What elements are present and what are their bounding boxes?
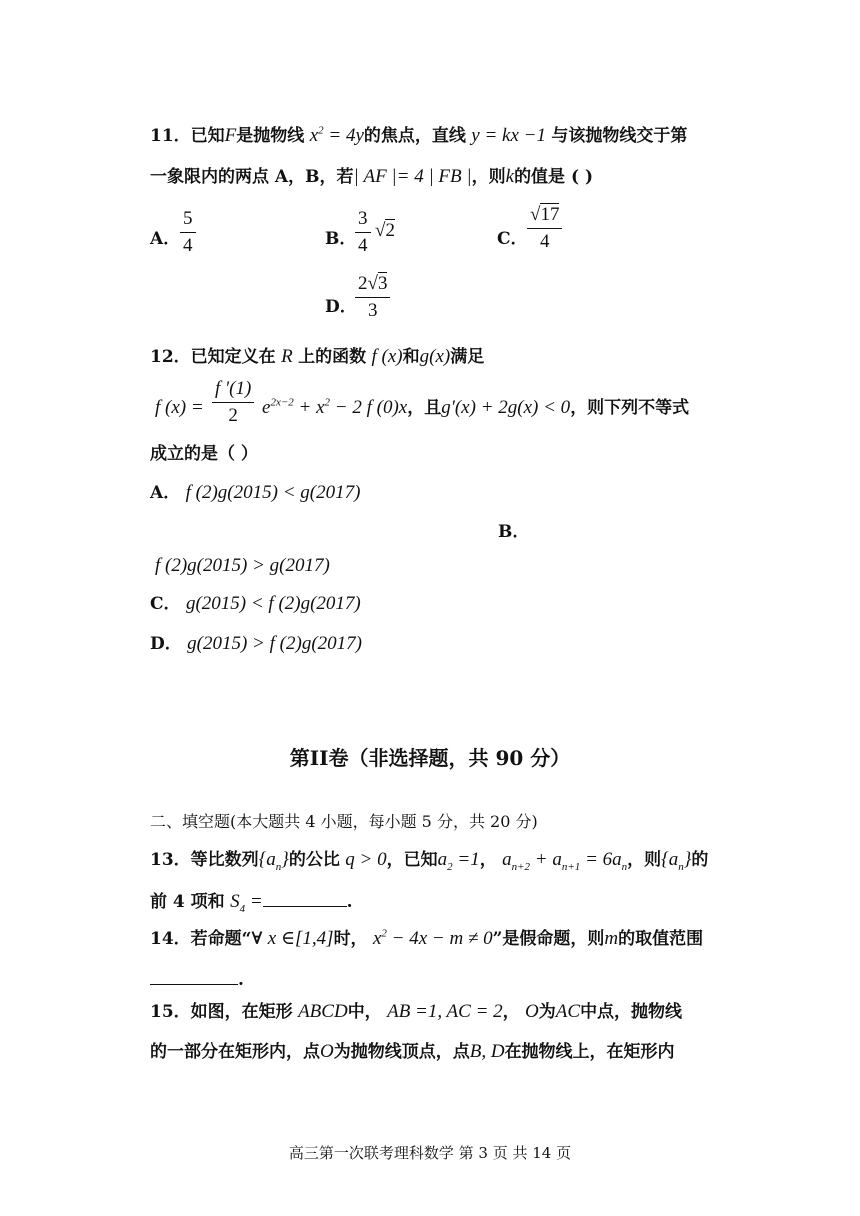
- section-title: 第II卷（非选择题，共 90 分）: [289, 746, 571, 770]
- fraction-denominator: 4: [358, 235, 368, 256]
- q12-text: 上的函数: [298, 347, 367, 367]
- q15-var-o: O: [525, 1001, 539, 1022]
- q11-option-a-label: A．: [150, 229, 181, 249]
- q11-line-eq: y = kx −1: [471, 125, 546, 146]
- fraction-bar: [527, 228, 562, 229]
- q15-ac: AC: [555, 1001, 581, 1022]
- q12-var-r: R: [281, 346, 293, 367]
- q12-text: 满足: [450, 347, 485, 367]
- q15-text: 中，: [347, 1002, 382, 1022]
- q13-text: ，已知: [386, 850, 438, 870]
- q14-text: 时，: [333, 929, 368, 949]
- q11-line1: [150, 124, 687, 148]
- q14-line2: [150, 966, 244, 992]
- q12-text: 已知定义在: [190, 347, 276, 367]
- q12-option-d-text: g(2015) > f (2)g(2017): [187, 633, 362, 654]
- q13-seq: $\{a_n\}$: [258, 849, 289, 873]
- q14-condition: x ∈[1,4]: [267, 928, 334, 949]
- q12-option-a-label: A．: [150, 483, 181, 503]
- q13-text: .: [346, 892, 353, 912]
- fraction-bar: [355, 297, 390, 298]
- q12-gx: g(x): [419, 346, 451, 367]
- fraction-bar: [355, 232, 371, 233]
- q15-text: 在抛物线上，在矩形内: [504, 1042, 675, 1062]
- q12-text: ，且: [407, 398, 442, 418]
- fraction-numerator: √17: [530, 204, 560, 225]
- q12-line1: [150, 345, 484, 369]
- q13-text: 前 4 项和: [150, 892, 225, 912]
- fraction-denominator: 4: [183, 235, 193, 256]
- q11-option-b-sqrt: √2: [375, 220, 395, 241]
- q12-option-c-text: g(2015) < f (2)g(2017): [185, 593, 361, 614]
- q12-option-b: [155, 554, 330, 578]
- q15-text: 为抛物线顶点，点: [333, 1042, 470, 1062]
- q11-text: 与该抛物线交于第: [551, 126, 688, 146]
- q11-option-b-label: B．: [325, 229, 357, 249]
- q12-option-d: [150, 632, 362, 656]
- q12-option-c-label: C．: [150, 594, 181, 614]
- q14-text: ”是假命题，则: [492, 929, 605, 949]
- section-heading: [150, 810, 538, 834]
- page-footer: 高三第一次联考理科数学 第 3 页 共 14 页: [288, 1144, 572, 1162]
- q13-s4: $S_4$ =: [230, 891, 263, 915]
- q14-var-m: m: [604, 928, 619, 949]
- q11-number: 11．: [150, 126, 191, 146]
- q11-text: 一象限内的两点 A，B，若: [150, 167, 354, 187]
- q13-text: ，则: [627, 850, 662, 870]
- q12-text: 和: [402, 347, 420, 367]
- q11-option-d-fraction: [355, 273, 390, 322]
- q11-text: 的值是 ( ): [514, 167, 593, 187]
- q15-line2: [150, 1040, 675, 1064]
- q11-var-f: F: [224, 125, 237, 146]
- q14-text: 的取值范围: [618, 929, 704, 949]
- q14-number: 14．: [150, 929, 191, 949]
- fraction-numerator: 2√3: [358, 273, 388, 294]
- fraction-denominator: 4: [539, 231, 550, 252]
- q13-text: 等比数列: [190, 850, 259, 870]
- q12-formula-rhs: $e^{2x-2} + x^2 - 2$ f (0)x: [262, 396, 408, 418]
- q11-text: ，则: [471, 167, 506, 187]
- q12-inequality: g′(x) + 2g(x) < 0: [441, 397, 571, 418]
- q15-text: 中点，抛物线: [580, 1002, 683, 1022]
- q12-option-b-text: f (2)g(2015) > g(2017): [155, 555, 330, 576]
- q11-option-a-fraction: [180, 208, 196, 257]
- q12-formula-lhs: f (x) =: [155, 397, 204, 418]
- q13-answer-blank[interactable]: [263, 888, 347, 907]
- q12-formula-left: [155, 396, 204, 420]
- q13-text: 的: [691, 850, 709, 870]
- q11-text: 是抛物线: [236, 126, 305, 146]
- q12-option-a-text: f (2)g(2015) < g(2017): [185, 482, 361, 503]
- q11-parabola: $x^2 = 4y$: [309, 124, 364, 146]
- q12-option-a: [150, 481, 360, 505]
- q12-text: 成立的是（ ）: [150, 444, 258, 464]
- fraction-denominator: 3: [367, 300, 378, 321]
- q11-option-c-label: C．: [497, 229, 528, 249]
- fraction-denominator: 2: [228, 405, 238, 426]
- q13-seq2: $\{a_n\}$: [661, 849, 692, 873]
- fraction-numerator: 5: [183, 208, 193, 229]
- q12-text: ，则下列不等式: [570, 398, 690, 418]
- q12-fx: f (x): [371, 346, 403, 367]
- q12-option-b-label-line: [498, 520, 529, 544]
- q15-rect: ABCD: [298, 1001, 348, 1022]
- q13-text: ，: [479, 850, 497, 870]
- q14-text: 若命题“∀: [190, 929, 263, 949]
- fraction-bar: [212, 402, 254, 403]
- q12-option-b-label: B．: [498, 522, 530, 542]
- q15-number: 15．: [150, 1002, 191, 1022]
- q13-line1: [150, 848, 708, 872]
- q13-recurrence: $a_{n+2} + a_{n+1} = 6a_n$: [502, 849, 628, 873]
- fill-in-heading: 二、填空题(本大题共 4 小题，每小题 5 分，共 20 分): [150, 812, 538, 831]
- q12-formula-right: [262, 396, 689, 420]
- q13-q: q > 0: [345, 849, 387, 870]
- q11-var-k: k: [505, 166, 515, 187]
- q13-a2: $a_2 =1$: [437, 849, 480, 873]
- q11-condition: | AF |= 4 | FB |: [353, 166, 472, 187]
- q14-answer-blank[interactable]: [150, 966, 238, 985]
- fraction-bar: [180, 232, 196, 233]
- q11-text: 已知: [190, 126, 225, 146]
- q12-line3: [150, 442, 258, 466]
- q14-line1: [150, 927, 703, 951]
- q11-text: 的焦点，直线: [363, 126, 466, 146]
- q13-number: 13．: [150, 850, 191, 870]
- q13-text: 的公比: [288, 850, 340, 870]
- q15-text: ，: [502, 1002, 520, 1022]
- fraction-numerator: 3: [358, 208, 368, 229]
- q12-number: 12．: [150, 347, 191, 367]
- q12-formula-fraction: [212, 378, 254, 427]
- q15-condition: AB =1, AC = 2: [387, 1001, 503, 1022]
- fraction-numerator: f ′(1): [215, 378, 252, 399]
- q14-text: .: [238, 970, 244, 990]
- q15-text: 为: [538, 1002, 556, 1022]
- q15-bd: B, D: [469, 1041, 505, 1062]
- q12-option-d-label: D．: [150, 634, 182, 654]
- q15-text: 的一部分在矩形内，点: [150, 1042, 320, 1062]
- q15-line1: [150, 1000, 682, 1024]
- q15-text: 如图，在矩形: [190, 1002, 293, 1022]
- q14-expression: $x^2 - 4x - m \ne 0$: [372, 927, 493, 949]
- q11-option-c-fraction: [527, 204, 562, 253]
- q12-option-c: [150, 592, 361, 616]
- q15-var-o2: O: [320, 1041, 334, 1062]
- q13-line2: [150, 888, 353, 914]
- q11-line2: [150, 165, 593, 189]
- q11-option-b-fraction: [355, 208, 371, 257]
- q11-option-d-label: D．: [325, 297, 357, 317]
